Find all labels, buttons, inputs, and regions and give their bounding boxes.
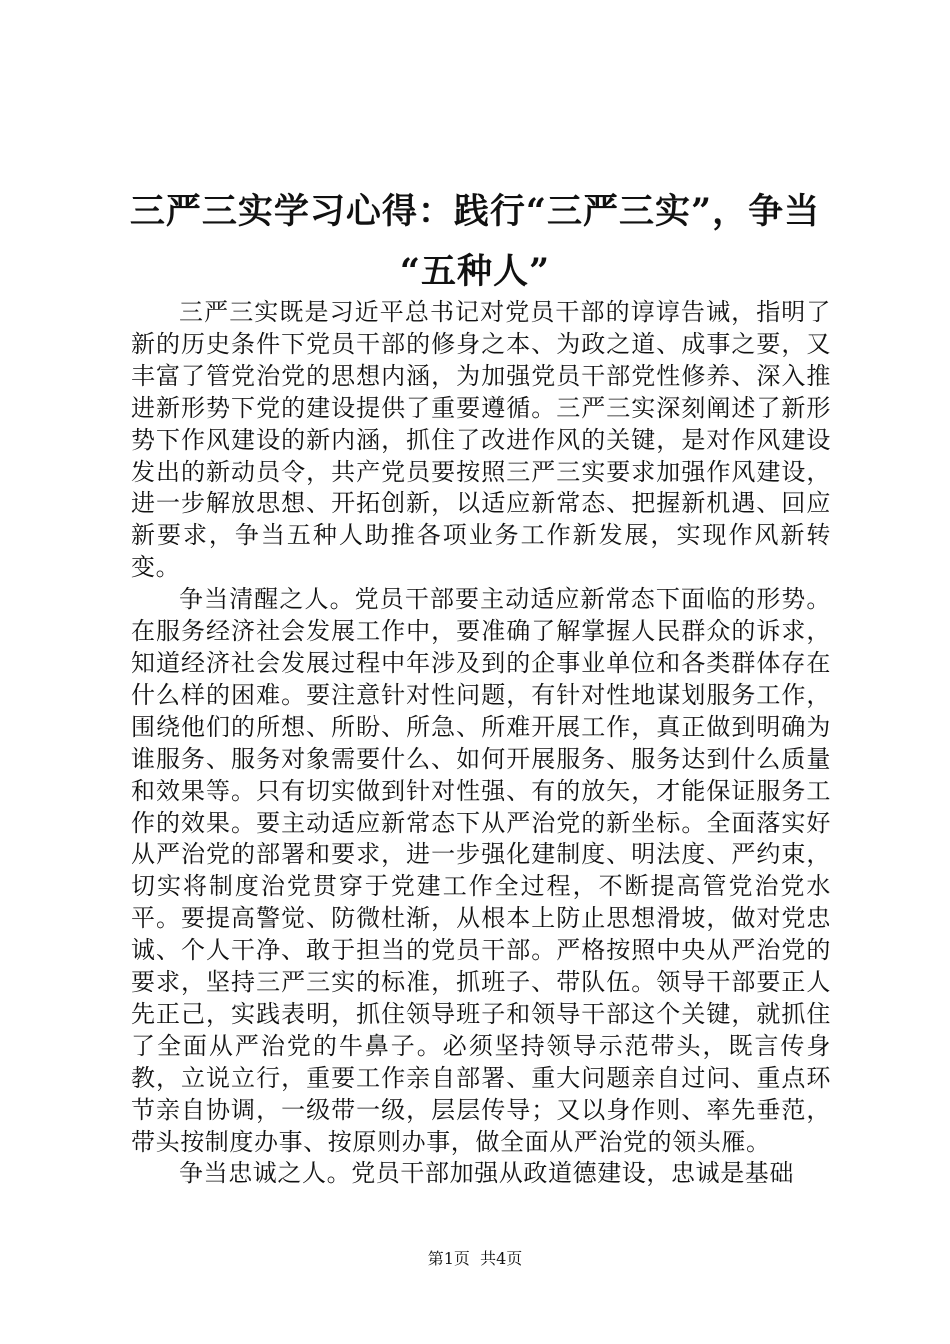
paragraph-loyal: 争当忠诚之人。党员干部加强从政道德建设，忠诚是基础	[179, 1159, 794, 1188]
paragraph-sober: 争当清醒之人。党员干部要主动适应新常态下面临的形势。在服务经济社会发展工作中，要准确了解掌握人民群众的诉求，知道经济社会发展过程中年涉及到的企事业单位和各类群体存在什么样的困难。要注意针对性问题，有针对性地谋划服务工作，围绕他们的所想、所盼、所急、所难开展工作，真正做到明确为谁服务、服务对象需要什么、如何开展服务、服务达到什么质量和效果等。只有切实做到针对性强、有的放矢，才能保证服务工作的效果。要主动适应新常态下从严治党的新坐标。全面落实好从严治党的部署和要求，进一步强化建制度、明法度、严约束，切实将制度治党贯穿于党建工作全过程，不断提高管党治党水平。要提高警觉、防微杜渐，从根本上防止思想滑坡，做对党忠诚、个人干净、敢于担当的党员干部。严格按照中央从严治党的要求，坚持三严三实的标准，抓班子、带队伍。领导干部要正人先正己，实践表明，抓住领导班子和领导干部这个关键，就抓住了全面从严治党的牛鼻子。必须坚持领导示范带头，既言传身教，立说立行，重要工作亲自部署、重大问题亲自过问、重点环节亲自协调，一级带一级，层层传导；又以身作则、率先垂范，带头按制度办事、按原则办事，做全面从严治党的领头雁。	[131, 585, 831, 1156]
document-title	[120, 182, 830, 302]
title-line-2: “五种人”	[399, 251, 551, 292]
paragraph-intro: 三严三实既是习近平总书记对党员干部的谆谆告诫，指明了新的历史条件下党员干部的修身之本、为政之道、成事之要，又丰富了管党治党的思想内涵，为加强党员干部党性修养、深入推进新形势下党的建设提供了重要遵循。三严三实深刻阐述了新形势下作风建设的新内涵，抓住了改进作风的关键，是对作风建设发出的新动员令，共产党员要按照三严三实要求加强作风建设，进一步解放思想、开拓创新，以适应新常态、把握新机遇、回应新要求，争当五种人助推各项业务工作新发展，实现作风新转变。	[131, 298, 831, 582]
title-line-1: 三严三实学习心得：践行“三严三实”，争当	[129, 191, 821, 232]
page-footer: 第1页 共4页	[427, 1249, 523, 1268]
document-body	[131, 297, 831, 1190]
